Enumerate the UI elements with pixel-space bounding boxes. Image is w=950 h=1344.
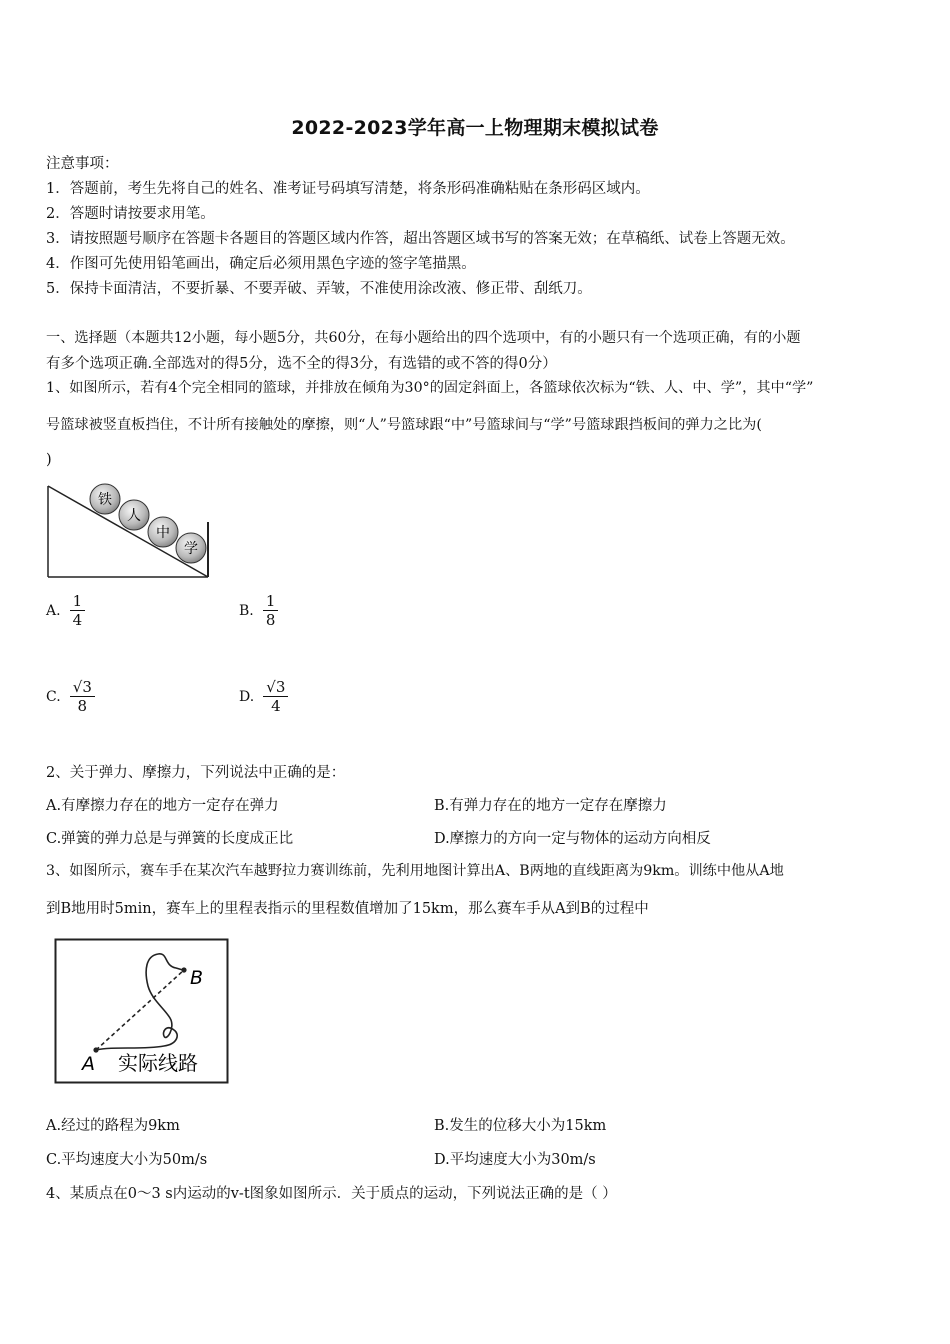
q3-option-b[interactable]: B.发生的位移大小为15km	[434, 1118, 607, 1134]
note-item: 5．保持卡面清洁，不要折暴、不要弄破、弄皱，不准使用涂改液、修正带、刮纸刀。	[46, 281, 592, 297]
fraction-numerator: √3	[263, 678, 288, 697]
q3-option-a[interactable]: A.经过的路程为9km	[46, 1118, 180, 1134]
fraction-denominator: 4	[271, 697, 281, 715]
basketball	[119, 500, 149, 530]
fraction	[263, 678, 288, 715]
fraction	[70, 678, 95, 715]
q1-stem-line: )	[46, 452, 52, 468]
point-b-dot	[181, 967, 186, 972]
q2-option-d[interactable]: D.摩擦力的方向一定与物体的运动方向相反	[434, 831, 711, 847]
notes-heading: 注意事项：	[46, 156, 119, 172]
actual-route-path	[96, 954, 184, 1050]
basketball	[176, 533, 206, 563]
incline-slope	[48, 486, 208, 577]
section-header-line: 有多个选项正确.全部选对的得5分，选不全的得3分，有选错的或不答的得0分）	[46, 356, 557, 372]
fraction	[263, 592, 279, 629]
option-label: C.	[46, 689, 61, 705]
q1-option-d[interactable]	[239, 678, 288, 715]
q3-option-c[interactable]: C.平均速度大小为50m/s	[46, 1152, 208, 1168]
fraction-numerator: 1	[70, 592, 86, 611]
q3-stem-line: 到B地用时5min，赛车上的里程表指示的里程数值增加了15km，那么赛车手从A到B的过程中	[46, 901, 649, 917]
fraction-numerator: 1	[263, 592, 279, 611]
basketball	[148, 517, 178, 547]
fraction-denominator: 8	[77, 697, 88, 715]
fraction-denominator: 4	[72, 611, 83, 629]
q1-stem-line: 1、如图所示，若有4个完全相同的篮球，并排放在倾角为30°的固定斜面上，各篮球依次标为“铁、人、中、学”，其中“学”	[46, 380, 814, 396]
note-item: 1．答题前，考生先将自己的姓名、准考证号码填写清楚，将条形码准确粘贴在条形码区域内。	[46, 181, 650, 197]
q2-option-a[interactable]: A.有摩擦力存在的地方一定存在弹力	[46, 798, 279, 814]
fraction-numerator: √3	[70, 678, 95, 697]
note-item: 3．请按照题号顺序在答题卡各题目的答题区域内作答，超出答题区域书写的答案无效；在草稿纸、试卷上答题无效。	[46, 231, 795, 247]
fraction-denominator: 8	[265, 611, 276, 629]
straight-displacement-line	[96, 970, 184, 1050]
option-label: D.	[239, 689, 255, 705]
q1-option-b[interactable]	[239, 592, 278, 629]
q3-option-d[interactable]: D.平均速度大小为30m/s	[434, 1152, 596, 1168]
note-item: 4．作图可先使用铅笔画出，确定后必须用黑色字迹的签字笔描黑。	[46, 256, 476, 272]
q2-option-b[interactable]: B.有弹力存在的地方一定存在摩擦力	[434, 798, 667, 814]
ball-label: 人	[127, 508, 141, 524]
q3-stem-line: 3、如图所示，赛车手在某次汽车越野拉力赛训练前，先利用地图计算出A、B两地的直线距离为9km。训练中他从A地	[46, 863, 784, 879]
q1-stem-line: 号篮球被竖直板挡住，不计所有接触处的摩擦，则“人”号篮球跟“中”号篮球间与“学”号篮球跟挡板间的弹力之比为(	[46, 417, 762, 433]
option-label: A.	[46, 603, 61, 619]
fraction	[70, 592, 86, 629]
ball-label: 中	[156, 525, 170, 541]
q1-incline-figure	[44, 478, 212, 582]
q1-option-a[interactable]	[46, 592, 85, 629]
ball-label: 学	[184, 541, 198, 557]
q2-stem: 2、关于弹力、摩擦力，下列说法中正确的是：	[46, 765, 346, 781]
point-b-label: B	[190, 967, 204, 989]
route-label: 实际线路	[118, 1051, 198, 1075]
point-a-dot	[93, 1047, 98, 1052]
option-label: B.	[239, 603, 254, 619]
section-header-line: 一、选择题（本题共12小题，每小题5分，共60分，在每小题给出的四个选项中，有的小题只有一个选项正确，有的小题	[46, 330, 801, 346]
note-item: 2．答题时请按要求用笔。	[46, 206, 215, 222]
ball-label: 铁	[98, 492, 112, 508]
basketball	[90, 484, 120, 514]
q1-option-c[interactable]	[46, 678, 95, 715]
q3-route-figure	[54, 938, 230, 1086]
point-a-label: A	[82, 1053, 95, 1075]
page-title: 2022-2023学年高一上物理期末模拟试卷	[291, 117, 659, 139]
q4-stem: 4、某质点在0～3 s内运动的v-t图象如图所示．关于质点的运动，下列说法正确的是（ ）	[46, 1186, 617, 1202]
q2-option-c[interactable]: C.弹簧的弹力总是与弹簧的长度成正比	[46, 831, 294, 847]
